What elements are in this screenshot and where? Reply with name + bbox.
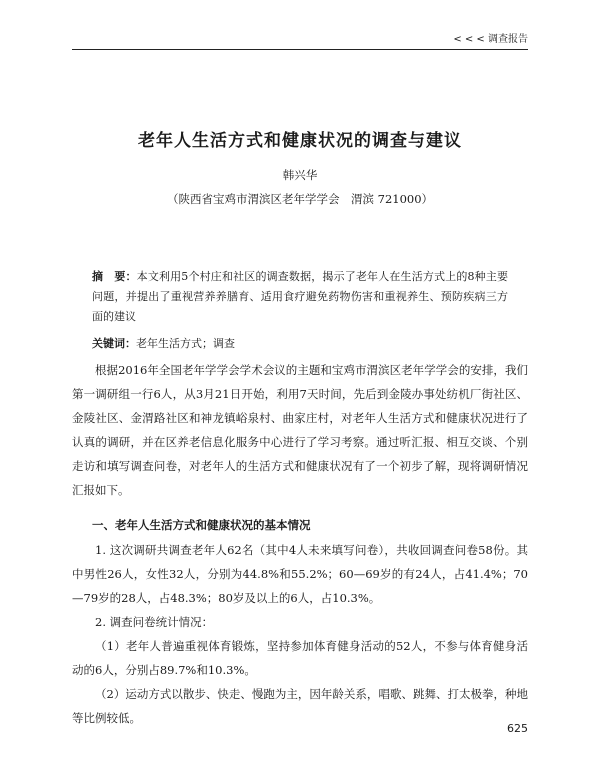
- abstract-text: 本文利用5个村庄和社区的调查数据，揭示了老年人在生活方式上的8种主要问题，并提出了重视营养养膳育、适用食疗避免药物伤害和重视养生、预防疾病三方面的建议: [92, 270, 509, 323]
- survey-summary-paragraph: 1. 这次调研共调查老年人62名（其中4人未来填写问卷），共收回调查问卷58份。其中男性26人，女性32人，分别为44.8%和55.2%；60—69岁的有24人，占41.4%；70—79岁的28人，占48.3%；80岁及以上的6人，占10.3%。: [72, 543, 528, 605]
- survey-stats-heading: 2. 调查问卷统计情况：: [95, 615, 214, 629]
- exercise-type-paragraph: （2）运动方式以散步、快走、慢跑为主，因年龄关系，唱歌、跳舞、打太极拳，种地等比例较低。: [72, 687, 528, 725]
- intro-paragraph: 根据2016年全国老年学学会学术会议的主题和宝鸡市渭滨区老年学学会的安排，我们第一调研组一行6人，从3月21日开始，利用7天时间，先后到金陵办事处纺机厂街社区、金陵社区、金渭路社区和神龙镇峪泉村、曲家庄村，对老年人生活方式和健康状况进行了认真的调研，并在区养老信息化服务中心进行了学习考察。通过听汇报、相互交谈、个别走访和填写调查问卷，对老年人的生活方式和健康状况有了一个初步了解，现将调研情况汇报如下。: [72, 363, 528, 497]
- header-rule: [72, 49, 528, 50]
- running-header: [72, 30, 528, 48]
- keywords: [92, 334, 508, 354]
- article-title: 老年人生活方式和健康状况的调查与建议: [138, 131, 462, 151]
- author-affiliation: （陕西省宝鸡市渭滨区老年学学会 渭滨 721000）: [166, 192, 434, 206]
- page-number: 625: [507, 722, 528, 735]
- running-header-text: < < < 调查报告: [453, 34, 528, 45]
- abstract-label: 摘 要：: [92, 270, 137, 283]
- section-heading: 一、老年人生活方式和健康状况的基本情况: [92, 518, 311, 532]
- exercise-paragraph: （1）老年人普遍重视体育锻炼，坚持参加体育健身活动的52人，不参与体育健身活动的6人，分别占89.7%和10.3%。: [72, 639, 528, 677]
- keywords-text: 老年生活方式；调查: [136, 337, 235, 350]
- keywords-label: 关键词：: [92, 337, 136, 350]
- author-name: 韩兴华: [282, 168, 318, 182]
- abstract: [92, 267, 508, 327]
